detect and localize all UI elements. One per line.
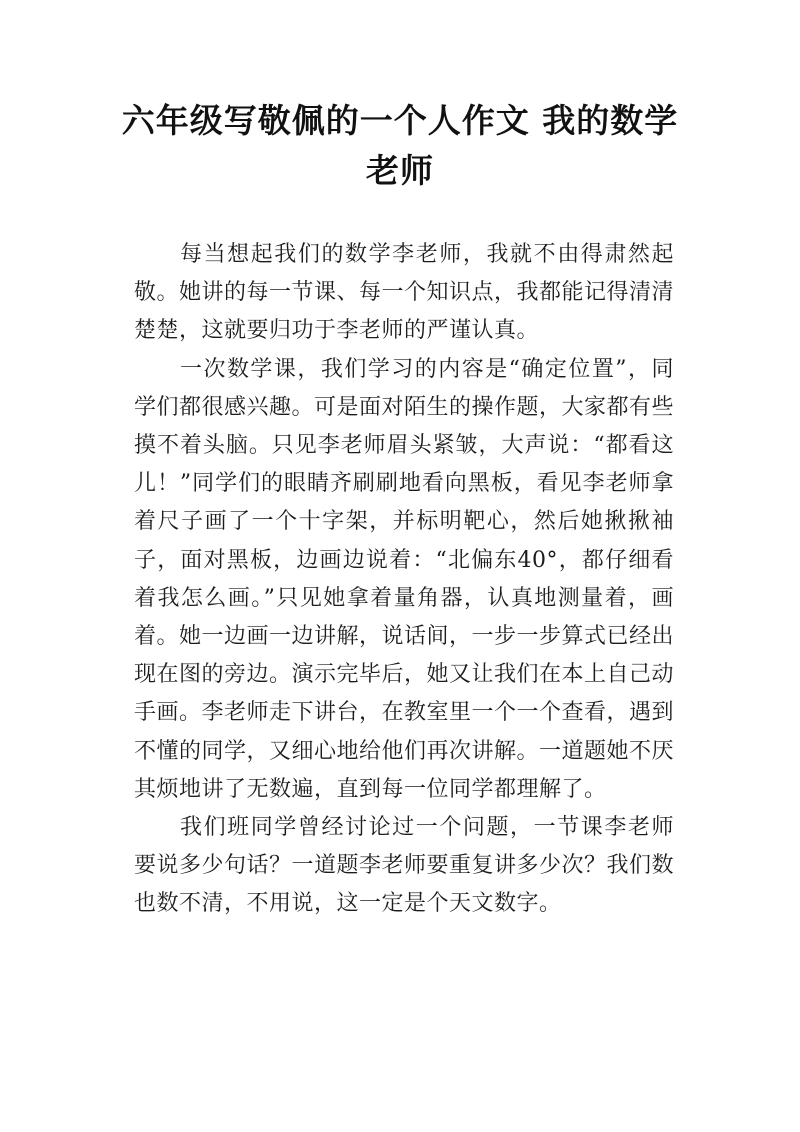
paragraph-3: 我们班同学曾经讨论过一个问题，一节课李老师要说多少句话？一道题李老师要重复讲多少次？我们数也数不清，不用说，这一定是个天文数字。: [134, 815, 675, 917]
title-line-1: 六年级写敬佩的一个人作文 我的数学: [121, 101, 679, 140]
document-title: [110, 96, 690, 196]
document-body: [134, 236, 674, 924]
paragraph-2: 一次数学课，我们学习的内容是“确定位置”，同学们都很感兴趣。可是面对陌生的操作题，大家都有些摸不着头脑。只见李老师眉头紧皱，大声说：“都看这儿！”同学们的眼睛齐刷刷地看向黑板，看见李老师拿着尺子画了一个十字架，并标明靶心，然后她揪揪袖子，面对黑板，边画边说着：“北偏东40°，都仔细看着我怎么画。”只见她拿着量角器，认真地测量着，画着。她一边画一边讲解，说话间，一步一步算式已经出现在图的旁边。演示完毕后，她又让我们在本上自己动手画。李老师走下讲台，在教室里一个一个查看，遇到不懂的同学，又细心地给他们再次讲解。一道题她不厌其烦地讲了无数遍，直到每一位同学都理解了。: [134, 356, 675, 802]
title-line-2: 老师: [366, 151, 434, 190]
paragraph-1: 每当想起我们的数学李老师，我就不由得肃然起敬。她讲的每一节课、每一个知识点，我都能记得清清楚楚，这就要归功于李老师的严谨认真。: [134, 242, 675, 344]
